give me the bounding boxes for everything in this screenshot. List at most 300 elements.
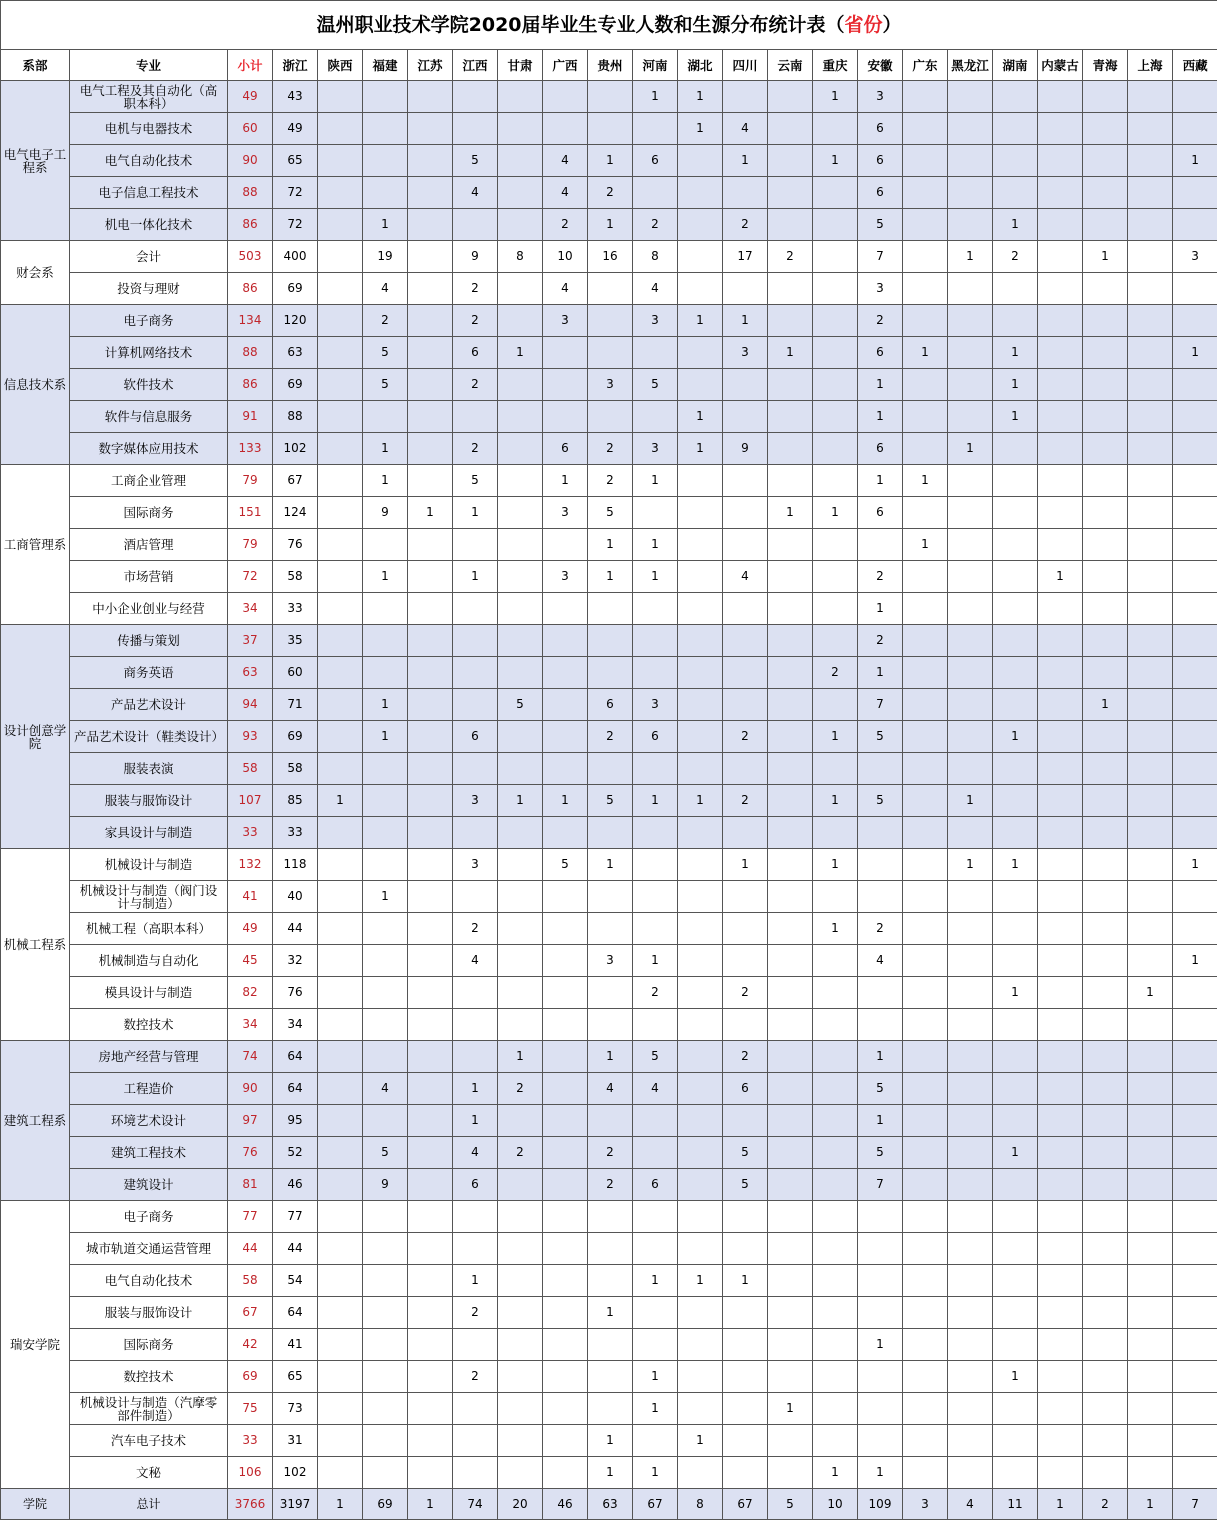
major-cell: 城市轨道交通运营管理 — [70, 1233, 228, 1265]
count-cell: 31 — [273, 1425, 318, 1457]
count-cell — [993, 465, 1038, 497]
subtotal-cell: 134 — [228, 305, 273, 337]
count-cell — [588, 1105, 633, 1137]
count-cell — [453, 1425, 498, 1457]
column-header: 甘肃 — [498, 50, 543, 81]
count-cell — [543, 817, 588, 849]
count-cell — [498, 1329, 543, 1361]
count-cell — [723, 1361, 768, 1393]
major-cell: 工商企业管理 — [70, 465, 228, 497]
total-count-cell: 109 — [858, 1489, 903, 1520]
subtotal-cell: 93 — [228, 721, 273, 753]
count-cell — [768, 1265, 813, 1297]
count-cell — [1173, 465, 1217, 497]
count-cell — [1038, 1105, 1083, 1137]
count-cell: 1 — [813, 785, 858, 817]
count-cell — [993, 81, 1038, 113]
major-cell: 机械设计与制造（阀门设计与制造） — [70, 881, 228, 913]
count-cell: 3 — [633, 689, 678, 721]
count-cell: 1 — [993, 721, 1038, 753]
count-cell: 124 — [273, 497, 318, 529]
count-cell — [588, 81, 633, 113]
count-cell: 85 — [273, 785, 318, 817]
count-cell: 1 — [858, 1457, 903, 1489]
count-cell: 1 — [633, 561, 678, 593]
count-cell — [948, 913, 993, 945]
count-cell: 49 — [273, 113, 318, 145]
count-cell — [813, 1361, 858, 1393]
count-cell: 46 — [273, 1169, 318, 1201]
count-cell: 1 — [993, 977, 1038, 1009]
count-cell — [903, 401, 948, 433]
subtotal-cell: 88 — [228, 337, 273, 369]
count-cell — [1038, 337, 1083, 369]
count-cell — [1038, 1233, 1083, 1265]
subtotal-cell: 34 — [228, 593, 273, 625]
subtotal-cell: 132 — [228, 849, 273, 881]
count-cell — [408, 1393, 453, 1425]
count-cell — [318, 625, 363, 657]
count-cell — [543, 401, 588, 433]
count-cell — [768, 1073, 813, 1105]
count-cell: 43 — [273, 81, 318, 113]
subtotal-cell: 77 — [228, 1201, 273, 1233]
count-cell — [498, 1169, 543, 1201]
count-cell: 1 — [858, 465, 903, 497]
count-cell — [543, 1009, 588, 1041]
count-cell — [633, 913, 678, 945]
count-cell — [858, 849, 903, 881]
count-cell: 5 — [363, 337, 408, 369]
count-cell — [813, 177, 858, 209]
count-cell: 3 — [723, 337, 768, 369]
column-header: 云南 — [768, 50, 813, 81]
count-cell — [678, 241, 723, 273]
count-cell: 1 — [363, 561, 408, 593]
count-cell — [408, 113, 453, 145]
count-cell — [903, 113, 948, 145]
count-cell — [543, 1361, 588, 1393]
count-cell — [768, 81, 813, 113]
count-cell: 5 — [588, 497, 633, 529]
count-cell: 2 — [723, 1041, 768, 1073]
count-cell — [633, 1297, 678, 1329]
count-cell — [498, 81, 543, 113]
count-cell — [1083, 1169, 1128, 1201]
count-cell — [768, 401, 813, 433]
count-cell — [1173, 177, 1217, 209]
count-cell — [588, 305, 633, 337]
count-cell — [318, 561, 363, 593]
count-cell: 1 — [588, 1297, 633, 1329]
count-cell — [1038, 81, 1083, 113]
count-cell — [813, 881, 858, 913]
major-cell: 软件技术 — [70, 369, 228, 401]
column-header: 河南 — [633, 50, 678, 81]
count-cell — [813, 401, 858, 433]
count-cell — [453, 1009, 498, 1041]
count-cell: 64 — [273, 1297, 318, 1329]
count-cell — [768, 561, 813, 593]
count-cell — [1128, 945, 1173, 977]
count-cell — [1128, 1425, 1173, 1457]
count-cell — [948, 1457, 993, 1489]
count-cell — [1038, 305, 1083, 337]
count-cell — [1038, 145, 1083, 177]
count-cell — [1083, 657, 1128, 689]
count-cell: 1 — [858, 1329, 903, 1361]
count-cell — [408, 305, 453, 337]
count-cell — [768, 753, 813, 785]
count-cell — [723, 401, 768, 433]
major-cell: 产品艺术设计（鞋类设计） — [70, 721, 228, 753]
column-header: 陕西 — [318, 50, 363, 81]
table-row — [1, 209, 1217, 241]
count-cell — [723, 1393, 768, 1425]
count-cell — [1173, 1457, 1217, 1489]
major-cell: 建筑设计 — [70, 1169, 228, 1201]
subtotal-cell: 41 — [228, 881, 273, 913]
count-cell — [543, 913, 588, 945]
count-cell — [858, 529, 903, 561]
count-cell — [498, 401, 543, 433]
count-cell — [408, 433, 453, 465]
count-cell — [768, 721, 813, 753]
count-cell — [768, 369, 813, 401]
count-cell — [498, 273, 543, 305]
count-cell: 1 — [633, 1393, 678, 1425]
major-cell: 酒店管理 — [70, 529, 228, 561]
count-cell — [993, 945, 1038, 977]
count-cell: 5 — [858, 209, 903, 241]
count-cell: 9 — [723, 433, 768, 465]
count-cell — [1173, 369, 1217, 401]
subtotal-cell: 49 — [228, 81, 273, 113]
count-cell — [813, 1393, 858, 1425]
count-cell — [903, 1425, 948, 1457]
count-cell — [363, 1361, 408, 1393]
count-cell — [1083, 625, 1128, 657]
table-row — [1, 1169, 1217, 1201]
count-cell — [1038, 657, 1083, 689]
count-cell — [768, 113, 813, 145]
count-cell — [633, 113, 678, 145]
major-cell: 国际商务 — [70, 497, 228, 529]
count-cell — [318, 1201, 363, 1233]
count-cell — [318, 689, 363, 721]
count-cell — [408, 401, 453, 433]
count-cell — [588, 593, 633, 625]
count-cell — [813, 529, 858, 561]
count-cell — [1128, 1393, 1173, 1425]
count-cell — [1128, 881, 1173, 913]
count-cell — [1038, 1393, 1083, 1425]
count-cell — [678, 1361, 723, 1393]
table-row — [1, 145, 1217, 177]
total-count-cell: 1 — [408, 1489, 453, 1520]
count-cell — [1128, 849, 1173, 881]
count-cell — [768, 625, 813, 657]
count-cell — [903, 81, 948, 113]
count-cell — [678, 177, 723, 209]
count-cell — [948, 209, 993, 241]
count-cell — [1128, 1457, 1173, 1489]
department-cell: 工商管理系 — [1, 465, 70, 625]
table-row — [1, 433, 1217, 465]
count-cell: 2 — [453, 1297, 498, 1329]
count-cell — [318, 945, 363, 977]
count-cell — [498, 177, 543, 209]
count-cell: 1 — [588, 145, 633, 177]
count-cell: 6 — [858, 145, 903, 177]
count-cell — [453, 401, 498, 433]
count-cell: 2 — [588, 1169, 633, 1201]
count-cell: 5 — [858, 1073, 903, 1105]
count-cell: 5 — [453, 145, 498, 177]
count-cell — [948, 145, 993, 177]
count-cell — [678, 1297, 723, 1329]
count-cell — [633, 177, 678, 209]
count-cell — [498, 977, 543, 1009]
count-cell — [498, 817, 543, 849]
count-cell — [408, 977, 453, 1009]
department-cell: 瑞安学院 — [1, 1201, 70, 1489]
count-cell — [1128, 593, 1173, 625]
count-cell — [768, 1361, 813, 1393]
count-cell: 1 — [1173, 849, 1217, 881]
count-cell: 88 — [273, 401, 318, 433]
count-cell — [318, 497, 363, 529]
count-cell: 5 — [363, 369, 408, 401]
table-row — [1, 305, 1217, 337]
count-cell: 4 — [363, 273, 408, 305]
count-cell — [993, 785, 1038, 817]
major-cell: 服装表演 — [70, 753, 228, 785]
table-row — [1, 1009, 1217, 1041]
count-cell — [993, 497, 1038, 529]
count-cell — [993, 1169, 1038, 1201]
count-cell — [1038, 113, 1083, 145]
count-cell — [588, 1233, 633, 1265]
count-cell — [813, 241, 858, 273]
count-cell — [903, 977, 948, 1009]
major-cell: 家具设计与制造 — [70, 817, 228, 849]
count-cell — [768, 1201, 813, 1233]
count-cell — [813, 1201, 858, 1233]
table-row — [1, 1393, 1217, 1425]
count-cell — [363, 1233, 408, 1265]
count-cell — [678, 1457, 723, 1489]
count-cell — [903, 145, 948, 177]
count-cell — [1038, 945, 1083, 977]
count-cell — [993, 113, 1038, 145]
count-cell — [903, 753, 948, 785]
count-cell: 1 — [993, 849, 1038, 881]
count-cell — [1038, 433, 1083, 465]
total-label-cell: 总计 — [70, 1489, 228, 1520]
count-cell — [633, 1137, 678, 1169]
count-cell — [1038, 785, 1083, 817]
count-cell — [408, 1329, 453, 1361]
major-cell: 传播与策划 — [70, 625, 228, 657]
count-cell — [723, 817, 768, 849]
count-cell — [948, 1297, 993, 1329]
count-cell: 1 — [723, 145, 768, 177]
count-cell — [1128, 1329, 1173, 1361]
count-cell: 34 — [273, 1009, 318, 1041]
title-highlight: 省份 — [844, 14, 883, 36]
count-cell — [1083, 593, 1128, 625]
count-cell — [903, 1041, 948, 1073]
count-cell: 5 — [858, 1137, 903, 1169]
count-cell — [1128, 401, 1173, 433]
count-cell — [813, 1105, 858, 1137]
count-cell: 2 — [543, 209, 588, 241]
table-row — [1, 113, 1217, 145]
table-row — [1, 1329, 1217, 1361]
subtotal-cell: 86 — [228, 369, 273, 401]
count-cell — [1173, 1265, 1217, 1297]
count-cell — [768, 433, 813, 465]
major-cell: 环境艺术设计 — [70, 1105, 228, 1137]
count-cell — [408, 1297, 453, 1329]
count-cell — [1128, 753, 1173, 785]
count-cell — [363, 785, 408, 817]
count-cell: 69 — [273, 369, 318, 401]
count-cell — [948, 113, 993, 145]
count-cell — [408, 657, 453, 689]
count-cell: 4 — [453, 177, 498, 209]
count-cell: 1 — [813, 81, 858, 113]
count-cell — [1083, 1073, 1128, 1105]
count-cell — [498, 529, 543, 561]
count-cell: 1 — [588, 849, 633, 881]
count-cell — [408, 1457, 453, 1489]
count-cell — [498, 1265, 543, 1297]
count-cell — [543, 1265, 588, 1297]
count-cell — [633, 657, 678, 689]
count-cell — [1128, 689, 1173, 721]
count-cell: 1 — [948, 241, 993, 273]
count-cell: 6 — [858, 497, 903, 529]
count-cell — [543, 1201, 588, 1233]
count-cell — [1173, 1137, 1217, 1169]
count-cell — [1173, 433, 1217, 465]
count-cell — [408, 369, 453, 401]
count-cell — [1083, 465, 1128, 497]
count-cell — [318, 1457, 363, 1489]
major-cell: 数控技术 — [70, 1009, 228, 1041]
count-cell: 1 — [993, 337, 1038, 369]
count-cell — [408, 849, 453, 881]
count-cell: 1 — [588, 561, 633, 593]
count-cell — [318, 241, 363, 273]
count-cell — [363, 1009, 408, 1041]
count-cell — [543, 945, 588, 977]
count-cell: 1 — [453, 1265, 498, 1297]
count-cell: 72 — [273, 177, 318, 209]
count-cell — [363, 1457, 408, 1489]
count-cell — [948, 401, 993, 433]
subtotal-cell: 81 — [228, 1169, 273, 1201]
count-cell — [678, 625, 723, 657]
count-cell: 2 — [858, 305, 903, 337]
count-cell — [318, 753, 363, 785]
count-cell — [723, 1425, 768, 1457]
count-cell — [318, 1265, 363, 1297]
count-cell — [1083, 273, 1128, 305]
count-cell — [1083, 497, 1128, 529]
subtotal-cell: 97 — [228, 1105, 273, 1137]
count-cell — [948, 1361, 993, 1393]
count-cell: 1 — [903, 337, 948, 369]
count-cell: 5 — [498, 689, 543, 721]
count-cell: 2 — [453, 273, 498, 305]
count-cell — [453, 1041, 498, 1073]
count-cell: 77 — [273, 1201, 318, 1233]
major-cell: 服装与服饰设计 — [70, 785, 228, 817]
count-cell — [363, 1425, 408, 1457]
count-cell — [1083, 753, 1128, 785]
count-cell — [588, 1361, 633, 1393]
count-cell: 1 — [1128, 977, 1173, 1009]
count-cell: 1 — [993, 1361, 1038, 1393]
count-cell — [408, 337, 453, 369]
count-cell: 10 — [543, 241, 588, 273]
count-cell: 3 — [543, 497, 588, 529]
count-cell — [993, 177, 1038, 209]
subtotal-cell: 86 — [228, 273, 273, 305]
column-header: 湖南 — [993, 50, 1038, 81]
count-cell — [543, 881, 588, 913]
count-cell: 6 — [633, 1169, 678, 1201]
count-cell — [498, 721, 543, 753]
major-cell: 机械设计与制造 — [70, 849, 228, 881]
count-cell — [948, 337, 993, 369]
count-cell — [1083, 1041, 1128, 1073]
count-cell — [903, 1457, 948, 1489]
count-cell — [1173, 1201, 1217, 1233]
count-cell: 102 — [273, 1457, 318, 1489]
count-cell: 1 — [948, 433, 993, 465]
count-cell — [903, 305, 948, 337]
count-cell — [453, 1233, 498, 1265]
count-cell — [768, 1457, 813, 1489]
header-row — [1, 50, 1217, 81]
count-cell — [363, 1201, 408, 1233]
major-cell: 电气工程及其自动化（高职本科） — [70, 81, 228, 113]
count-cell — [1173, 1393, 1217, 1425]
count-cell: 71 — [273, 689, 318, 721]
count-cell: 1 — [993, 401, 1038, 433]
count-cell — [543, 1137, 588, 1169]
count-cell — [948, 1009, 993, 1041]
count-cell — [903, 945, 948, 977]
count-cell — [408, 241, 453, 273]
count-cell: 44 — [273, 913, 318, 945]
count-cell — [903, 1201, 948, 1233]
count-cell — [993, 1201, 1038, 1233]
count-cell: 9 — [363, 1169, 408, 1201]
count-cell: 1 — [453, 561, 498, 593]
count-cell — [498, 113, 543, 145]
count-cell: 400 — [273, 241, 318, 273]
count-cell — [768, 817, 813, 849]
count-cell — [813, 1009, 858, 1041]
count-cell: 6 — [858, 177, 903, 209]
count-cell — [1128, 1361, 1173, 1393]
count-cell: 52 — [273, 1137, 318, 1169]
